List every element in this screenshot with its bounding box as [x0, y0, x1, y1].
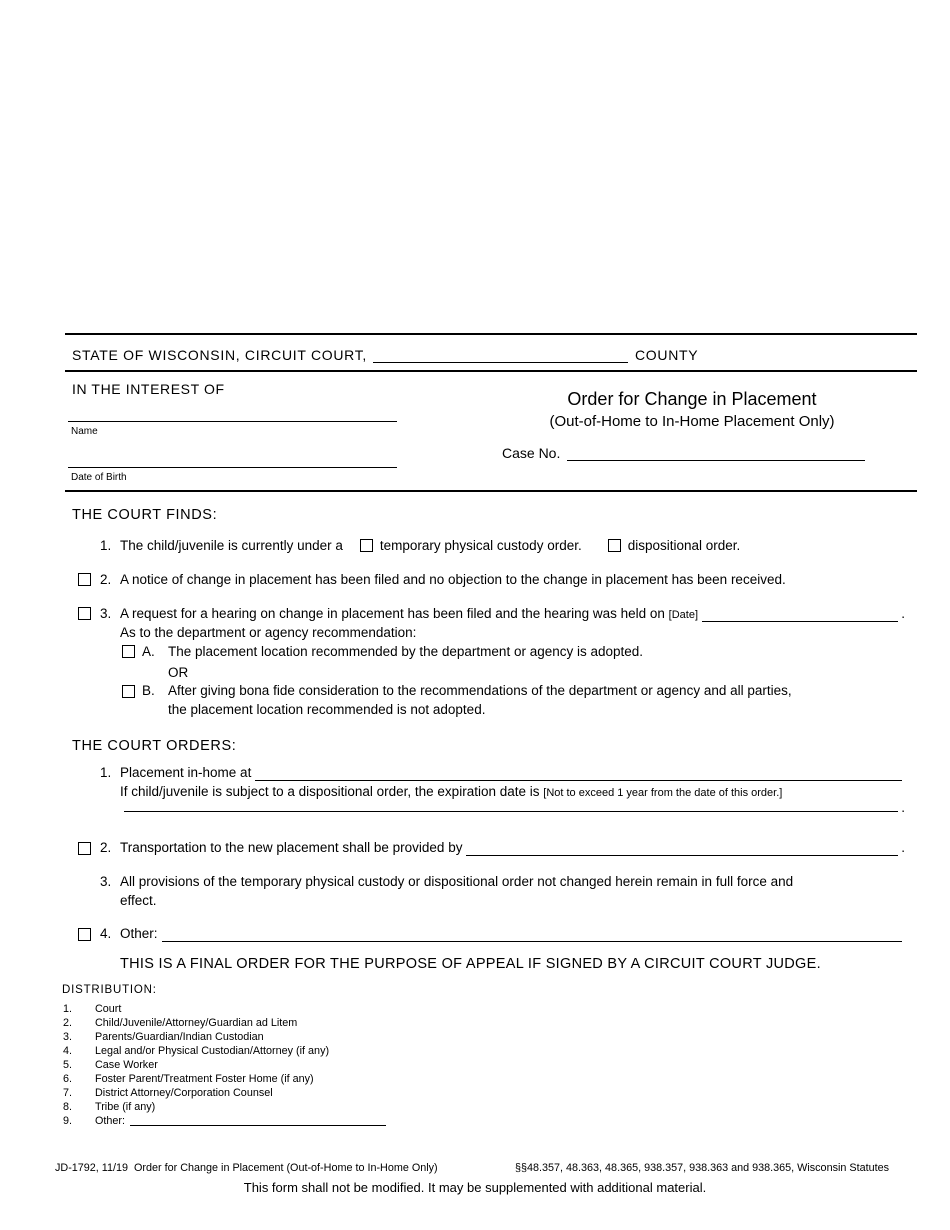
spacer: [65, 537, 100, 556]
distribution-list: [62, 1002, 905, 1128]
orders-item-1-line-3: [120, 802, 905, 814]
checkbox-col: [65, 571, 100, 592]
in-the-interest-of-label: IN THE INTEREST OF: [72, 381, 225, 397]
orders-item-2: [65, 839, 905, 860]
distribution-item-number: 7.: [63, 1087, 73, 1099]
distribution-item-number: 3.: [63, 1031, 73, 1043]
finds-item-3-text: [120, 605, 905, 720]
checkbox-finds-3b[interactable]: [122, 685, 135, 698]
checkbox-orders-4[interactable]: [78, 928, 91, 941]
distribution-item: [62, 1086, 905, 1100]
distribution-item: [62, 1072, 905, 1086]
distribution-item-number: 4.: [63, 1045, 73, 1057]
distribution-item-number: 5.: [63, 1059, 73, 1071]
checkbox-col: [122, 682, 142, 719]
checkbox-finds-3a[interactable]: [122, 645, 135, 658]
date-of-birth-field[interactable]: [68, 467, 397, 468]
finds-item-2: [65, 571, 905, 592]
hearing-date-field[interactable]: [702, 605, 898, 623]
distribution-item: [62, 1016, 905, 1030]
spacer: [65, 764, 100, 814]
statute-references: §§48.357, 48.363, 48.365, 938.357, 938.363 and 938.365, Wisconsin Statutes: [515, 1162, 889, 1174]
court-caption-suffix: COUNTY: [635, 347, 699, 363]
finds-item-1-text: [120, 537, 905, 556]
period: .: [901, 800, 905, 815]
placement-location-field[interactable]: [255, 764, 902, 781]
finds-item-3-label: A request for a hearing on change in placement has been filed and the hearing was held on [Date]: [120, 605, 699, 621]
court-finds-heading: THE COURT FINDS:: [72, 507, 218, 523]
date-of-birth-field-label: Date of Birth: [71, 472, 127, 483]
form-footer: [55, 1162, 889, 1174]
finds-item-3b-line-1: After giving bona fide consideration to the recommendations of the department or agency and all parties,: [168, 683, 792, 698]
title-block: [502, 389, 882, 461]
period: .: [901, 840, 905, 855]
distribution-item: [62, 1044, 905, 1058]
finds-item-1: [65, 537, 905, 556]
checkbox-temporary-physical-custody[interactable]: [360, 539, 373, 552]
orders-item-3-number: 3.: [100, 874, 112, 889]
orders-item-1-line-2: [120, 783, 905, 803]
form-modification-note: This form shall not be modified. It may be supplemented with additional material.: [243, 1180, 707, 1195]
date-hint: [Date]: [668, 608, 699, 621]
distribution-item-label: Parents/Guardian/Indian Custodian: [95, 1031, 264, 1043]
name-field[interactable]: [68, 421, 397, 422]
finds-item-2-label: A notice of change in placement has been filed and no objection to the change in placement has been received.: [120, 571, 786, 587]
checkbox-finds-3[interactable]: [78, 607, 91, 620]
checkbox-col: [65, 925, 100, 946]
distribution-item: [62, 1002, 905, 1016]
court-orders-heading: THE COURT ORDERS:: [72, 738, 237, 754]
expiration-date-hint: [Not to exceed 1 year from the date of this order.]: [543, 786, 783, 799]
form-title: Order for Change in Placement: [567, 389, 817, 409]
distribution-item-number: 2.: [63, 1017, 73, 1029]
distribution-item-number: 8.: [63, 1101, 73, 1113]
distribution-item-label: District Attorney/Corporation Counsel: [95, 1087, 273, 1099]
finds-item-3-line-1: [120, 605, 905, 625]
name-field-label: Name: [71, 426, 98, 437]
orders-item-3-label: [120, 873, 905, 910]
distribution-item-label: Foster Parent/Treatment Foster Home (if any): [95, 1073, 314, 1085]
checkbox-col: [65, 839, 100, 860]
orders-item-3-line-1: All provisions of the temporary physical custody or dispositional order not changed herein remain in full force and: [120, 874, 794, 889]
case-number-row: [502, 445, 882, 461]
distribution-section: [62, 984, 905, 1128]
checkbox-col: [122, 643, 142, 664]
distribution-item-number: 6.: [63, 1073, 73, 1085]
orders-item-3-line-2: effect.: [120, 892, 157, 908]
orders-item-4-label: Other:: [120, 926, 158, 941]
finds-item-3b-label: [168, 682, 905, 719]
distribution-item-number: 1.: [63, 1003, 73, 1015]
finds-item-3b-letter: B.: [142, 683, 155, 698]
orders-item-2-label: Transportation to the new placement shall be provided by: [120, 840, 463, 855]
form-header: [65, 372, 917, 492]
finds-item-3a-letter: A.: [142, 643, 155, 659]
finds-item-3: [65, 605, 905, 720]
distribution-item-number: 9.: [63, 1115, 73, 1127]
finds-item-3-line-2: As to the department or agency recommendation:: [120, 625, 417, 640]
orders-item-2-line: [120, 839, 905, 858]
temporary-custody-option-label: temporary physical custody order.: [379, 538, 582, 553]
checkbox-finds-2[interactable]: [78, 573, 91, 586]
transportation-provider-field[interactable]: [466, 839, 898, 856]
finds-item-3a-label: The placement location recommended by the department or agency is adopted.: [168, 643, 644, 659]
period: .: [901, 605, 905, 621]
form-content: [62, 333, 917, 1128]
finds-item-3a: [120, 643, 905, 664]
orders-item-3: [65, 873, 905, 910]
county-field[interactable]: [373, 350, 628, 363]
distribution-item: [62, 1058, 905, 1072]
expiration-date-label: If child/juvenile is subject to a dispositional order, the expiration date is: [120, 783, 540, 799]
finds-item-3b: [120, 682, 905, 719]
or-separator: OR: [168, 664, 189, 680]
form-subtitle: (Out-of-Home to In-Home Placement Only): [549, 413, 835, 430]
court-caption-prefix: STATE OF WISCONSIN, CIRCUIT COURT,: [72, 347, 367, 363]
orders-item-4-text: [120, 925, 905, 946]
form-id-and-title: JD-1792, 11/19 Order for Change in Placement (Out-of-Home to In-Home Only): [55, 1162, 438, 1174]
distribution-item-label: Court: [95, 1003, 122, 1015]
orders-item-1: [65, 764, 905, 814]
final-order-statement: THIS IS A FINAL ORDER FOR THE PURPOSE OF APPEAL IF SIGNED BY A CIRCUIT COURT JUDGE.: [120, 956, 821, 972]
distribution-item: [62, 1114, 905, 1128]
orders-item-4: [65, 925, 905, 946]
dispositional-order-option-label: dispositional order.: [627, 538, 741, 553]
orders-item-4-number: 4.: [100, 926, 112, 941]
distribution-heading: DISTRIBUTION:: [62, 984, 157, 996]
checkbox-col: [65, 605, 100, 720]
orders-item-1-number: 1.: [100, 765, 112, 780]
expiration-date-field[interactable]: [124, 802, 898, 812]
spacer: [65, 873, 100, 910]
distribution-other-field[interactable]: [130, 1115, 386, 1126]
checkbox-dispositional-order[interactable]: [608, 539, 621, 552]
other-order-field[interactable]: [162, 925, 902, 942]
distribution-item-label: Legal and/or Physical Custodian/Attorney (if any): [95, 1045, 330, 1057]
case-number-field[interactable]: [567, 448, 865, 461]
finds-item-1-number: 1.: [100, 538, 112, 553]
distribution-item-label: Child/Juvenile/Attorney/Guardian ad Litem: [95, 1017, 298, 1029]
case-number-label: Case No.: [502, 445, 561, 461]
orders-item-1-line-1: [120, 764, 905, 783]
distribution-item-label: Tribe (if any): [95, 1101, 156, 1113]
distribution-other-label: Other:: [95, 1115, 126, 1127]
checkbox-orders-2[interactable]: [78, 842, 91, 855]
orders-item-1-text: [120, 764, 905, 814]
distribution-item: [62, 1100, 905, 1114]
finds-item-2-number: 2.: [100, 571, 112, 587]
distribution-item-label: Case Worker: [95, 1059, 158, 1071]
orders-item-2-text: [120, 839, 905, 860]
finds-item-3b-line-2: the placement location recommended is not adopted.: [168, 701, 486, 717]
orders-item-2-number: 2.: [100, 840, 112, 855]
distribution-item: [62, 1030, 905, 1044]
finds-item-1-label: The child/juvenile is currently under a: [120, 538, 343, 553]
court-caption-row: [65, 335, 917, 372]
orders-item-4-line: [120, 925, 905, 944]
orders-item-1-label: Placement in-home at: [120, 765, 252, 780]
finds-item-3-number: 3.: [100, 605, 112, 621]
distribution-item-label: [95, 1114, 905, 1128]
form-body: [62, 507, 917, 1128]
